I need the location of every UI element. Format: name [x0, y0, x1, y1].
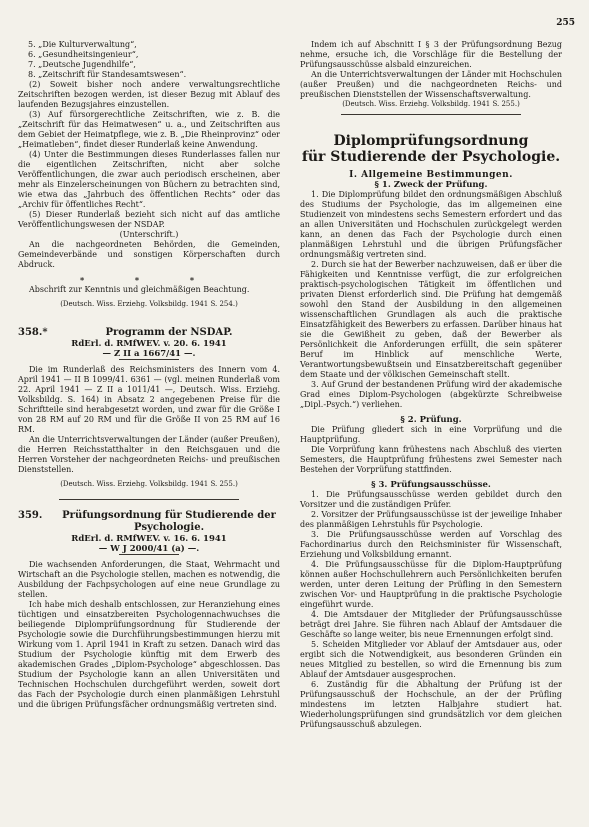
- paragraph: Die wachsenden Anforderungen, die Staat, Wehrmacht und Wirtschaft an die Psychologie stellen, machen es notwendig, die Ausbildung der Fachpsychologen auf eine neue Grundlage zu stellen.: [18, 560, 280, 599]
- page-number: 255: [556, 18, 575, 28]
- paragraph: 3. Die Prüfungsausschüsse werden auf Vorschlag des Fachordinarius durch den Reichsminister für Wissenschaft, Erziehung und Volksbildung ernannt.: [300, 530, 562, 559]
- decree-reference: RdErl. d. RMfWEV. v. 16. 6. 1941: [71, 534, 227, 544]
- paragraph: 4. Die Amtsdauer der Mitglieder der Prüfungsausschüsse beträgt drei Jahre. Sie führen nach Ablauf der Amtsdauer die Geschäfte so lange weiter, bis neue Ernennungen erfolgt sind.: [300, 610, 562, 639]
- section-heading-359: [18, 510, 280, 534]
- separator-stars: * * *: [79, 275, 219, 285]
- list-item: 7. „Deutsche Jugendhilfe“,: [28, 60, 136, 69]
- decree-file-number: — Z II a 1667/41 —.: [102, 349, 196, 359]
- paragraph: 2. Durch sie hat der Bewerber nachzuweisen, daß er über die Fähigkeiten und Kenntnisse verfügt, die zur erfolgreichen praktisch-psychologischen Tätigkeit im öffentlichen und privaten Dienst erforderlich sind. Die Prüfung hat demgemäß sowohl den Stand der Ausbildung in den allgemeinen wissenschaftlichen Grundlagen als auch die praktische Einsatzfähigkeit des Bewerbers zu erfassen. Darüber hinaus hat sie die Gewißheit zu geben, daß der Bewerber als Persönlichkeit die Anforderungen erfüllt, die sein späterer Beruf im Hinblick auf menschliche Werte, Verantwortungsbewußtsein und Einsatzbereitschaft gegenüber dem Staate und der völkischen Gemeinschaft stellt.: [300, 260, 562, 379]
- addressees: An die nachgeordneten Behörden, die Gemeinden, Gemeindeverbände und sonstigen Körperschaften durch Abdruck.: [18, 240, 280, 269]
- section-number: 359.: [18, 510, 43, 521]
- paragraph: 5. Scheiden Mitglieder vor Ablauf der Amtsdauer aus, oder ergibt sich die Notwendigkeit, aus besonderen Gründen ein neues Mitglied zu bestellen, so wird die Ernennung bis zum Ablauf der Amtsdauer ausgesprochen.: [300, 640, 562, 679]
- paragraph: 6. Zuständig für die Abhaltung der Prüfung ist der Prüfungsausschuß der Hochschule, an der der Prüfling mindestens im letzten Halbjahre studiert hat. Wiederholungsprüfungen sind grundsätzlich vor dem gleichen Prüfungsausschuß abzulegen.: [300, 680, 562, 729]
- copy-note: Abschrift zur Kenntnis und gleichmäßigen Beachtung.: [29, 285, 250, 294]
- list-item: 8. „Zeitschrift für Standesamtswesen“.: [28, 70, 187, 79]
- source-citation: (Deutsch. Wiss. Erziehg. Volksbildg. 1941 S. 254.): [60, 300, 238, 308]
- right-column: [300, 40, 562, 730]
- document-title: Diplomprüfungsordnung: [333, 133, 529, 149]
- paragraph: Die im Runderlaß des Reichsministers des Innern vom 4. April 1941 — II B 1099/41. 6361 — (vgl. meinen Runderlaß vom 22. April 1941 — Z II a 1011/41 —, Deutsch. Wiss. Erziehg. Volksbildg. S. 164) in Absatz 2 angegebenen Preise für die Schriftteile sind herabgesetzt worden, und zwar für die Größe I von 28 RM auf 20 RM und für die Größe II von 25 RM auf 16 RM.: [18, 365, 280, 434]
- document-subtitle: für Studierende der Psychologie.: [301, 149, 561, 165]
- signature: (Unterschrift.): [119, 230, 179, 239]
- section-number: 358.*: [18, 327, 48, 338]
- paragraph: 1. Die Prüfungsausschüsse werden gebildet durch den Vorsitzer und die zuständigen Prüfer.: [300, 490, 562, 509]
- paragraph: 1. Die Diplomprüfung bildet den ordnungsmäßigen Abschluß des Studiums der Psychologie, das im allgemeinen eine Studienzeit von mindestens sechs Semestern erfordert und das an allen Universitäten und Hochschulen zurückgelegt werden kann, an denen das Fach der Psychologie durch einen planmäßigen Lehrstuhl und die übrigen Prüfungsfächer ordnungsmäßig vertreten sind.: [300, 190, 562, 259]
- paragraph: Indem ich auf Abschnitt I § 3 der Prüfungsordnung Bezug nehme, ersuche ich, die Vorschläge für die Bestellung der Prüfungsausschüsse alsbald einzureichen.: [300, 40, 562, 69]
- paragraph-heading: § 3. Prüfungsausschüsse.: [371, 480, 491, 490]
- section-heading-358: [18, 327, 280, 339]
- decree-file-number: — W J 2000/41 (a) —.: [98, 544, 200, 554]
- paragraph: 2. Vorsitzer der Prüfungsausschüsse ist der jeweilige Inhaber des planmäßigen Lehrstuhls für Psychologie.: [300, 510, 562, 529]
- section-title: I. Allgemeine Bestimmungen.: [349, 170, 513, 180]
- paragraph: Die Prüfung gliedert sich in eine Vorprüfung und die Hauptprüfung.: [300, 425, 562, 444]
- paragraph: (4) Unter die Bestimmungen dieses Runderlasses fallen nur die eigentlichen Zeitschriften, nicht aber solche Veröffentlichungen, die zwar auch periodisch erscheinen, aber mehr als Einzelerscheinungen von Büchern zu betrachten sind, wie etwa das „Jahrbuch des öffentlichen Rechts“ oder das „Archiv für öffentliches Recht“.: [18, 150, 280, 209]
- list-item: 5. „Die Kulturverwaltung“,: [28, 40, 137, 49]
- section-title: Programm der NSDAP.: [105, 327, 233, 338]
- paragraph: Die Vorprüfung kann frühestens nach Abschluß des vierten Semesters, die Hauptprüfung frühestens zwei Semester nach Bestehen der Vorprüfung stattfinden.: [300, 445, 562, 474]
- list-item: 6. „Gesundheitsingenieur“,: [28, 50, 139, 59]
- paragraph-heading: § 1. Zweck der Prüfung.: [374, 180, 488, 190]
- paragraph: Ich habe mich deshalb entschlossen, zur Heranziehung eines tüchtigen und einsatzbereiten Psychologennachwuchses die beiliegende Diplomprüfungsordnung für Studierende der Psychologie sowie die Durchführungsbestimmungen hierzu mit Wirkung vom 1. April 1941 in Kraft zu setzen. Danach wird das Studium der Psychologie künftig mit dem Erwerb des akademischen Grades „Diplom-Psychologe“ abgeschlossen. Das Studium der Psychologie kann an allen Universitäten und Technischen Hochschulen durchgeführt werden, soweit dort das Fach der Psychologie durch einen planmäßigen Lehrstuhl und die übrigen Prüfungsfächer ordnungsmäßig vertreten sind.: [18, 600, 280, 709]
- decree-reference: RdErl. d. RMfWEV. v. 20. 6. 1941: [71, 339, 227, 349]
- source-citation: (Deutsch. Wiss. Erziehg. Volksbildg. 1941 S. 255.): [342, 100, 520, 108]
- paragraph: 4. Die Prüfungsausschüsse für die Diplom-Hauptprüfung können außer Hochschullehrern auch Persönlichkeiten berufen werden, unter deren Leitung der Prüfling in den Semestern zwischen Vor- und Hauptprüfung in die praktische Psychologie eingeführt wurde.: [300, 560, 562, 609]
- addressees: An die Unterrichtsverwaltungen der Länder (außer Preußen), die Herren Reichsstatthalter in den Reichsgauen und die Herren Vorsteher der nachgeordneten Reichs- und preußischen Dienststellen.: [18, 435, 280, 474]
- source-citation: (Deutsch. Wiss. Erziehg. Volksbildg. 1941 S. 255.): [60, 480, 238, 488]
- paragraph-heading: § 2. Prüfung.: [400, 415, 462, 425]
- addressees: An die Unterrichtsverwaltungen der Länder mit Hochschulen (außer Preußen) und die nachgeordneten Reichs- und preußischen Dienststellen der Wissenschaftsverwaltung.: [300, 70, 562, 99]
- periodical-list: [18, 40, 280, 80]
- paragraph: 3. Auf Grund der bestandenen Prüfung wird der akademische Grad eines Diplom-Psychologen (abgekürzte Schreibweise „Dipl.-Psych.“) verliehen.: [300, 380, 562, 409]
- left-column: [18, 40, 280, 710]
- section-title: Prüfungsordnung für Studierende der Psychologie.: [62, 510, 276, 533]
- paragraph: (3) Auf fürsorgerechtliche Zeitschriften, wie z. B. die „Zeitschrift für das Heimatwesen“ u. a., und Zeitschriften aus dem Gebiet der Heimatpflege, wie z. B. „Die Rheinprovinz“ oder „Heimatleben“, findet dieser Runderlaß keine Anwendung.: [18, 110, 280, 149]
- paragraph: (5) Dieser Runderlaß bezieht sich nicht auf das amtliche Veröffentlichungswesen der NSDAP.: [18, 210, 280, 229]
- paragraph: (2) Soweit bisher noch andere verwaltungsrechtliche Zeitschriften bezogen werden, ist dieser Bezug mit Ablauf des laufenden Bezugsjahres einzustellen.: [18, 80, 280, 109]
